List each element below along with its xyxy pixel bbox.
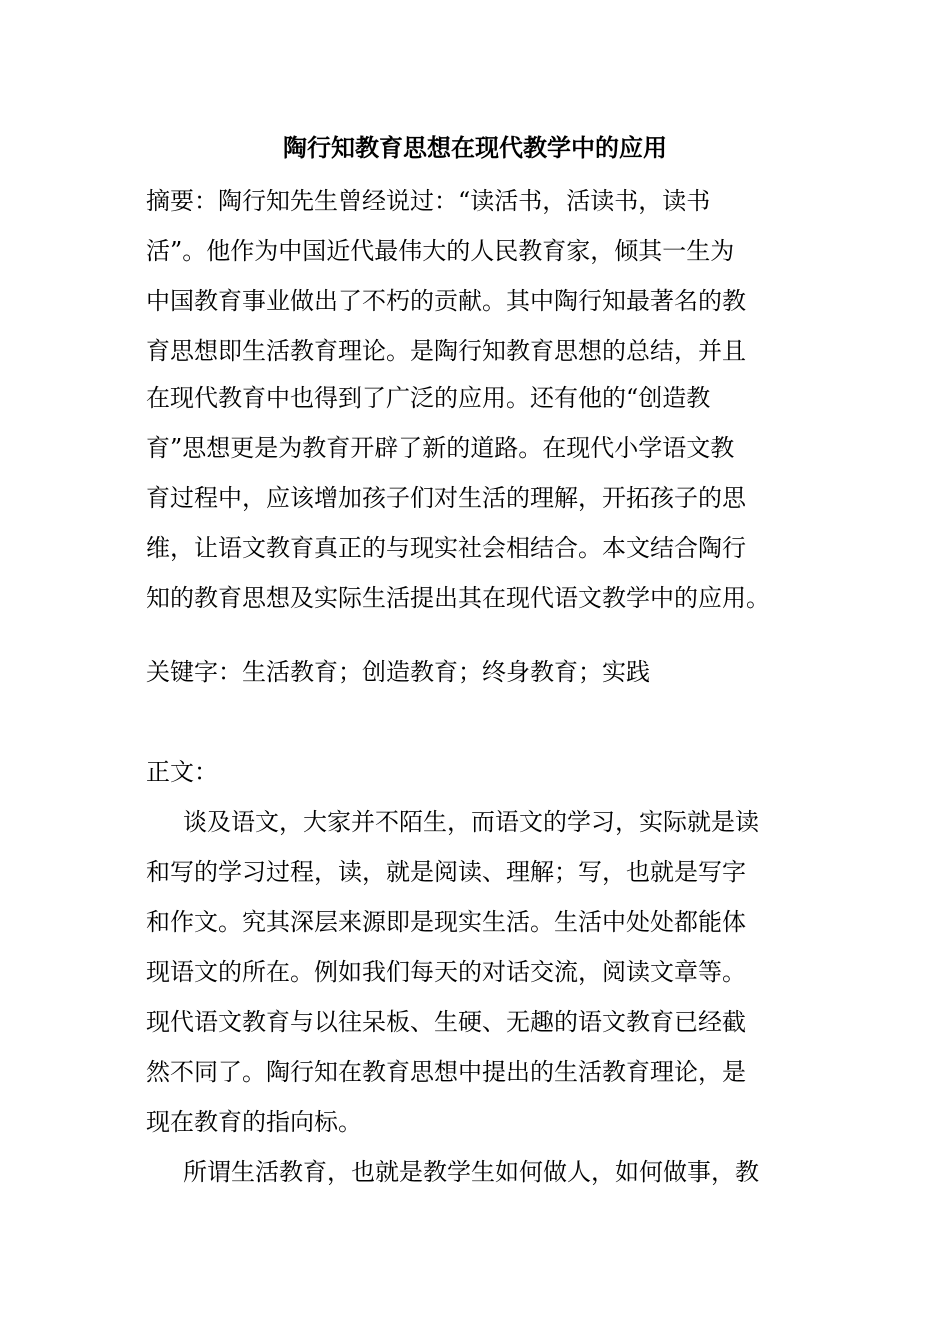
abstract-line: 在现代教育中也得到了广泛的应用。还有他的“创造教 bbox=[146, 384, 711, 412]
paragraph-line: 和写的学习过程，读，就是阅读、理解；写，也就是写字 bbox=[146, 858, 746, 886]
paragraph-line: 谈及语文，大家并不陌生，而语文的学习，实际就是读 bbox=[183, 808, 759, 836]
document-title: 陶行知教育思想在现代教学中的应用 bbox=[283, 133, 667, 162]
body-heading: 正文： bbox=[146, 758, 218, 786]
paragraph-line: 所谓生活教育，也就是教学生如何做人，如何做事，教 bbox=[183, 1158, 759, 1186]
abstract-line: 活”。他作为中国近代最伟大的人民教育家，倾其一生为 bbox=[146, 237, 735, 265]
paragraph-line: 和作文。究其深层来源即是现实生活。生活中处处都能体 bbox=[146, 908, 746, 936]
abstract-line: 育”思想更是为教育开辟了新的道路。在现代小学语文教 bbox=[146, 434, 735, 462]
paragraph-line: 然不同了。陶行知在教育思想中提出的生活教育理论，是 bbox=[146, 1058, 746, 1086]
abstract-line: 摘要：陶行知先生曾经说过：“读活书，活读书，读书 bbox=[146, 187, 711, 215]
abstract-line: 育思想即生活教育理论。是陶行知教育思想的总结，并且 bbox=[146, 337, 746, 365]
abstract-line: 中国教育事业做出了不朽的贡献。其中陶行知最著名的教 bbox=[146, 287, 746, 315]
abstract-line: 知的教育思想及实际生活提出其在现代语文教学中的应用。 bbox=[146, 584, 770, 612]
abstract-line: 育过程中，应该增加孩子们对生活的理解，开拓孩子的思 bbox=[146, 484, 746, 512]
paragraph-line: 现代语文教育与以往呆板、生硬、无趣的语文教育已经截 bbox=[146, 1008, 746, 1036]
keywords-line: 关键字：生活教育；创造教育；终身教育；实践 bbox=[146, 658, 650, 686]
paragraph-line: 现语文的所在。例如我们每天的对话交流，阅读文章等。 bbox=[146, 958, 746, 986]
paragraph-line: 现在教育的指向标。 bbox=[146, 1108, 362, 1136]
abstract-line: 维，让语文教育真正的与现实社会相结合。本文结合陶行 bbox=[146, 534, 746, 562]
